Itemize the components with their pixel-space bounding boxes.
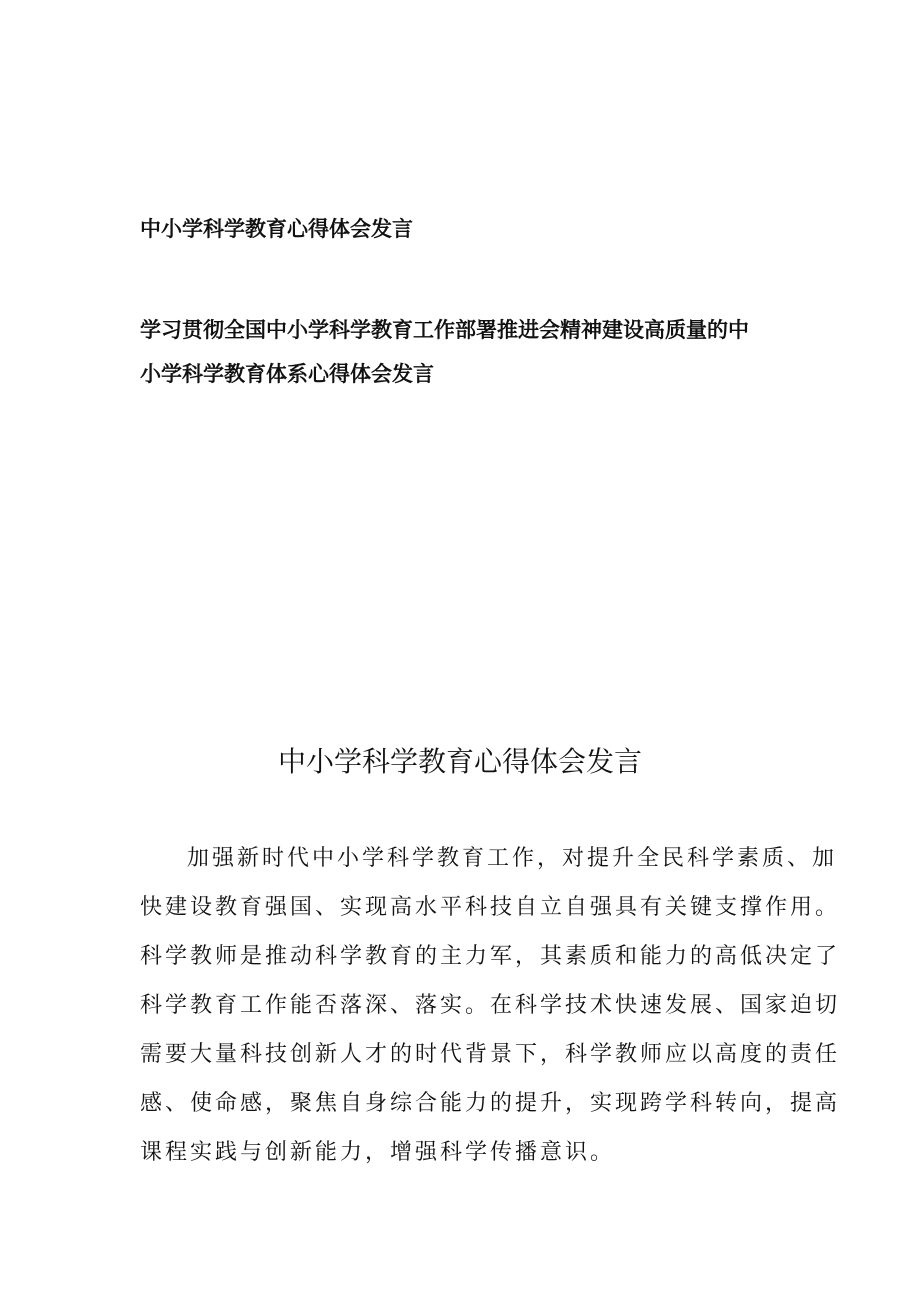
toc-title: 中小学科学教育心得体会发言 — [140, 217, 413, 241]
body-line: 快建设教育强国、实现高水平科技自立自强具有关键支撑作用。 — [140, 895, 841, 920]
subtitle-line: 学习贯彻全国中小学科学教育工作部署推进会精神建设高质量的中 — [140, 318, 749, 342]
body-line: 加强新时代中小学科学教育工作，对提升全民科学素质、加 — [187, 846, 838, 871]
body-line: 科学教育工作能否落深、落实。在科学技术快速发展、国家迫切 — [140, 993, 841, 1018]
body-line: 科学教师是推动科学教育的主力军，其素质和能力的高低决定了 — [140, 944, 841, 969]
body-line: 课程实践与创新能力，增强科学传播意识。 — [140, 1140, 616, 1165]
body-line: 感、使命感，聚焦自身综合能力的提升，实现跨学科转向，提高 — [140, 1091, 841, 1116]
main-title: 中小学科学教育心得体会发言 — [277, 745, 642, 778]
body-paragraph — [140, 834, 841, 1177]
subtitle-line: 小学科学教育体系心得体会发言 — [140, 362, 434, 386]
body-line: 需要大量科技创新人才的时代背景下，科学教师应以高度的责任 — [140, 1042, 841, 1067]
subtitle — [140, 308, 780, 396]
